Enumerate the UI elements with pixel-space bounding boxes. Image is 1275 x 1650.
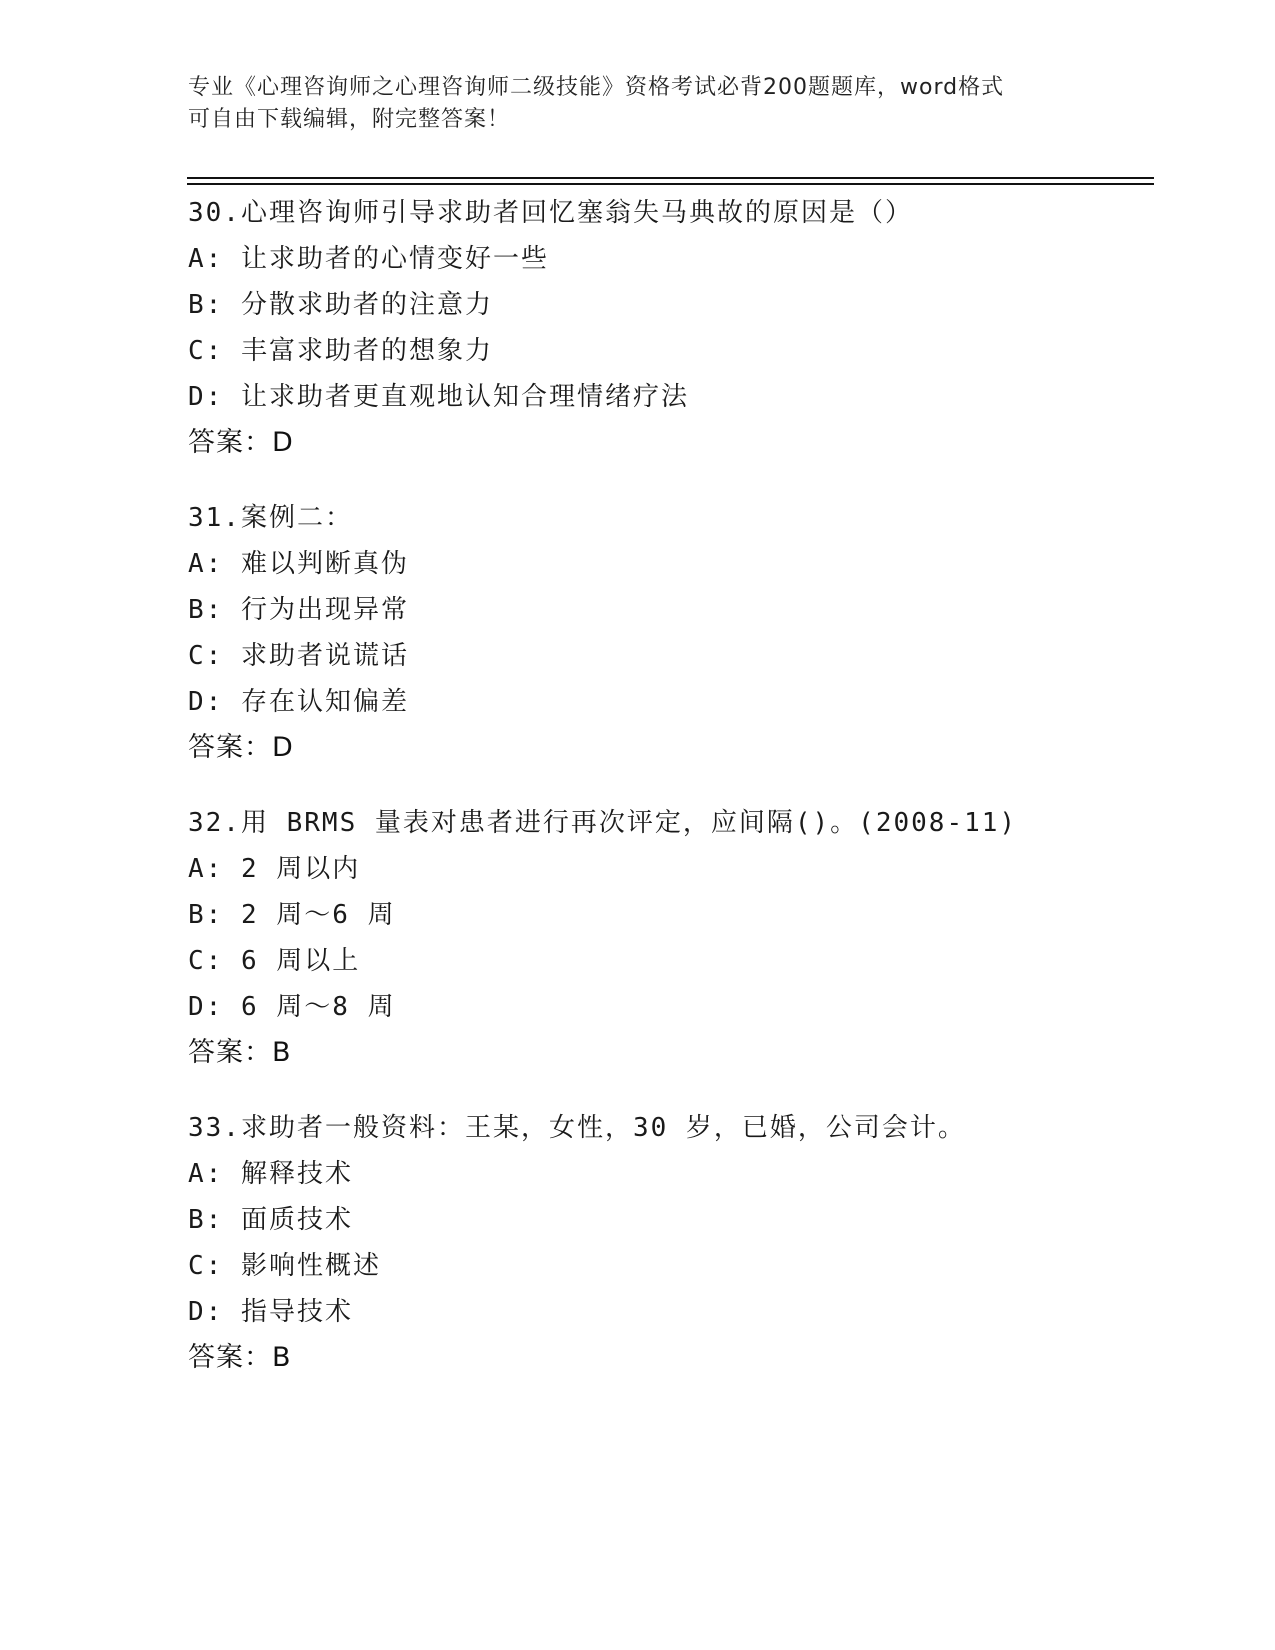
header-divider-top [187,177,1154,179]
header-divider-bottom [187,183,1154,185]
option-d: D: 存在认知偏差 [188,687,409,717]
question-stem: 33.求助者一般资料：王某，女性，30 岁，已婚，公司会计。 [188,1113,966,1143]
option-c: C: 丰富求助者的想象力 [188,336,493,366]
header-line-2: 可自由下载编辑，附完整答案！ [188,107,511,132]
answer-label: 答案：B [188,1342,292,1373]
option-b: B: 行为出现异常 [188,595,409,625]
option-b: B: 分散求助者的注意力 [188,290,493,320]
option-c: C: 求助者说谎话 [188,641,409,671]
option-b: B: 2 周～6 周 [188,900,396,930]
header-line-1: 专业《心理咨询师之心理咨询师二级技能》资格考试必背200题题库，word格式 [188,75,1005,100]
answer-label: 答案：D [188,427,294,458]
question-stem: 30.心理咨询师引导求助者回忆塞翁失马典故的原因是（） [188,198,913,228]
option-b: B: 面质技术 [188,1205,353,1235]
document-header [188,72,1088,136]
option-c: C: 6 周以上 [188,946,361,976]
question-31 [188,495,1148,771]
question-30 [188,190,1148,466]
question-stem: 32.用 BRMS 量表对患者进行再次评定，应间隔()。(2008-11) [188,808,1018,838]
option-a: A: 2 周以内 [188,854,361,884]
option-a: A: 解释技术 [188,1159,353,1189]
question-32 [188,800,1148,1076]
question-33 [188,1105,1148,1381]
option-a: A: 让求助者的心情变好一些 [188,244,549,274]
question-stem: 31.案例二： [188,503,353,533]
option-c: C: 影响性概述 [188,1251,381,1281]
option-d: D: 6 周～8 周 [188,992,396,1022]
answer-label: 答案：B [188,1037,292,1068]
option-d: D: 让求助者更直观地认知合理情绪疗法 [188,382,689,412]
option-a: A: 难以判断真伪 [188,549,409,579]
option-d: D: 指导技术 [188,1297,353,1327]
answer-label: 答案：D [188,732,294,763]
